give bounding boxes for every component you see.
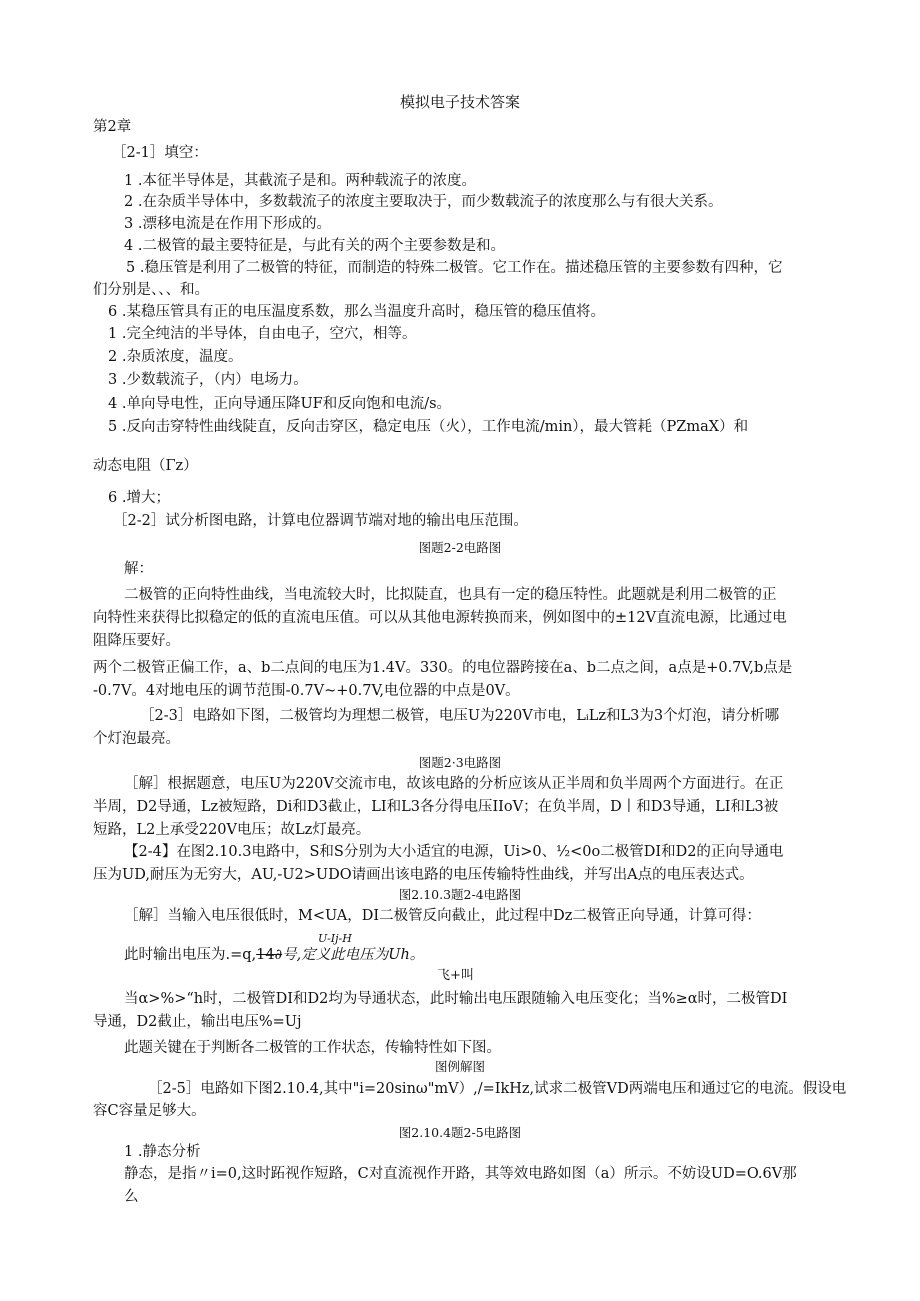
solution-line: 当α>%>“h时，二极管DI和D2均为导通状态，此时输出电压跟随输入电压变化；当%≥α时，二极管DI <box>124 991 788 1007</box>
solution-line: 导通，D2截止，输出电压%=Uj <box>93 1014 302 1030</box>
solution-line: 静态，是指〃i=0,这时跖视作短路，C对直流视作开路，其等效电路如图（a）所示。不妨设UD=O.6V那 <box>124 1166 797 1182</box>
fill-blank-line: 6 .某稳压管具有正的电压温度系数，那么当温度升高时，稳压管的稳压值将。 <box>108 304 605 320</box>
solution-line: 半周，D2导通，Lz被短路，Di和D3截止，LI和L3各分得电压IIoV；在负半周，D丨和D3导通，LI和L3被 <box>93 799 779 815</box>
question-2-5-line: ［2-5］电路如下图2.10.4,其中"i=20sinω"mV）,/=IkHz,试求二极管VD两端电压和通过它的电流。假设电 <box>148 1081 847 1097</box>
solution-line: ［解］当输入电压很低时，M<UA，DI二极管反向截止，此过程中Dz二极管正向导通，计算可得： <box>124 908 761 924</box>
answer-line: 4 .单向导电性，正向导通压降UF和反向饱和电流/s。 <box>108 396 452 412</box>
question-2-4-line: 压为UD,耐压为无穷大，AU,-U2>UDO请画出该电路的电压传输特性曲线，并写出A点的电压表达式。 <box>93 867 754 883</box>
question-2-3-line: 个灯泡最亮。 <box>93 731 180 747</box>
solution-line: 此题关键在于判断各二极管的工作状态，传输特性如下图。 <box>124 1040 501 1056</box>
chapter-heading: 第2章 <box>93 119 132 135</box>
answer-line: 3 .少数载流子，（内）电场力。 <box>108 372 308 388</box>
answer-line: 动态电阻（Γz） <box>93 458 198 474</box>
document-title: 模拟电子技术答案 <box>399 93 520 111</box>
figure-caption: 图2.10.3题2-4电路图 <box>398 887 522 902</box>
question-2-4-line: 【2-4】在图2.10.3电路中，S和S分别为大小适宜的电源，Ui>0、½<0o二极管DI和D2的正向导通电 <box>124 844 784 860</box>
question-2-2-heading: ［2-2］试分析图电路，计算电位器调节端对地的输出电压范围。 <box>113 513 528 529</box>
formula-line <box>124 946 424 964</box>
formula-struck-text: 14∂ <box>256 947 283 963</box>
formula-numerator: U-Ij-H <box>318 932 352 945</box>
figure-caption: 图例解图 <box>434 1059 485 1074</box>
answer-line: 2 .杂质浓度，温度。 <box>108 349 243 365</box>
formula-denominator: 飞+叫 <box>437 968 474 983</box>
solution-line: 么 <box>124 1189 139 1205</box>
question-2-3-line: ［2-3］电路如下图，二极管均为理想二极管，电压U为220V市电，LᵢLz和L3为3个灯泡，请分析哪 <box>140 708 780 724</box>
answer-line: 5 .反向击穿特性曲线陡直，反向击穿区，稳定电压（火），工作电流/min），最大管耗（PZmaX）和 <box>108 419 749 435</box>
solution-line: 短路，L2上承受220V电压；故Lz灯最亮。 <box>93 822 371 838</box>
question-2-5-line: 容C容量足够大。 <box>93 1103 206 1119</box>
answer-line: 6 .增大； <box>108 490 170 506</box>
solution-line: -0.7V。4对地电压的调节范围-0.7V~+0.7V,电位器的中点是0V。 <box>93 683 520 699</box>
figure-caption: 图2.10.4题2-5电路图 <box>398 1125 522 1140</box>
solution-line: 阻降压要好。 <box>93 633 180 649</box>
fill-blank-line: 1 .本征半导体是，其截流子是和。两种载流子的浓度。 <box>124 173 476 189</box>
solution-line: 二极管的正向特性曲线，当电流较大时，比拟陡直，也具有一定的稳压特性。此题就是利用二极管的正 <box>124 587 777 603</box>
solution-line: 向特性来获得比拟稳定的低的直流电压值。可以从其他电源转换而来，例如图中的±12V直流电源，比通过电 <box>93 610 787 626</box>
formula-text: 此时输出电压为.=q, <box>124 947 257 963</box>
fill-blank-line: 5 .稳压管是利用了二极管的特征，而制造的特殊二极管。它工作在。描述稳压管的主要参数有四种，它 <box>126 260 783 276</box>
subsection-heading: 1 .静态分析 <box>124 1144 201 1160</box>
fill-blank-line: 4 .二极管的最主要特征是，与此有关的两个主要参数是和。 <box>124 238 505 254</box>
solution-line: ［解］根据题意，电压U为220V交流市电，故该电路的分析应该从正半周和负半周两个方面进行。在正 <box>124 776 784 792</box>
formula-text: 号,定义此电压为Uh。 <box>282 947 425 963</box>
solution-label: 解： <box>124 561 153 577</box>
question-2-1-heading: ［2-1］填空： <box>112 145 208 161</box>
solution-line: 两个二极管正偏工作，a、b二点间的电压为1.4V。330。的电位器跨接在a、b二点之间，a点是+0.7V,b点是 <box>93 660 793 676</box>
fill-blank-line: 3 .漂移电流是在作用下形成的。 <box>124 216 331 232</box>
fill-blank-line: 们分别是、、、和。 <box>93 282 209 298</box>
fill-blank-line: 2 .在杂质半导体中，多数载流子的浓度主要取决于，而少数载流子的浓度那么与有很大关系。 <box>124 194 723 210</box>
figure-caption: 图题2·3电路图 <box>418 755 502 770</box>
answer-line: 1 .完全纯洁的半导体，自由电子，空穴，相等。 <box>108 326 417 342</box>
figure-caption: 图题2-2电路图 <box>418 540 502 555</box>
